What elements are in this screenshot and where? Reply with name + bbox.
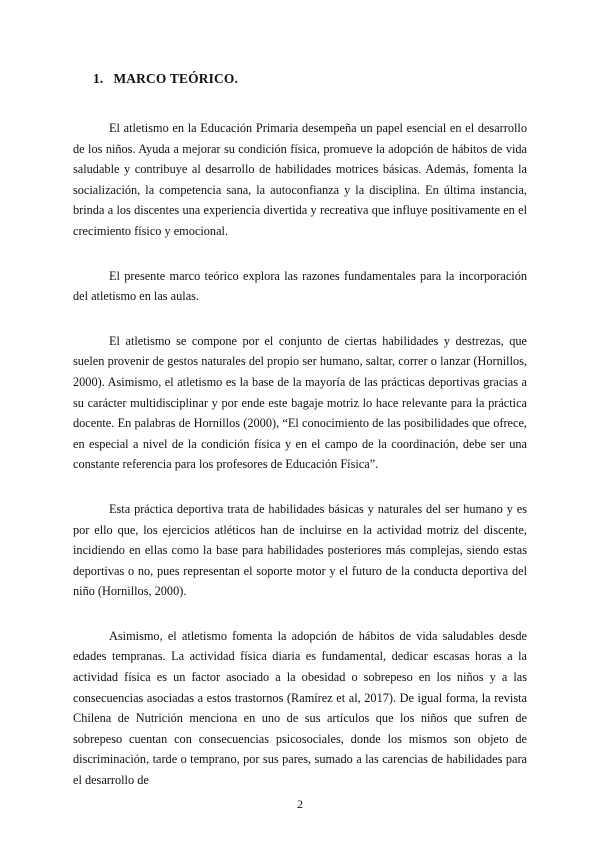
paragraph-healthy-habits: Asimismo, el atletismo fomenta la adopción de hábitos de vida saludables desde edades tempranas. La actividad física diaria es fundamental, dedicar escasas horas a la actividad física es un factor asociado a la obesidad o sobrepeso en los niños y a las consecuencias asociadas a estos trastornos (Ramírez et al, 2017). De igual forma, la revista Chilena de Nutrición menciona en uno de sus artículos que los niños que sufren de sobrepeso cuentan con consecuencias psicosociales, donde los mismos son objeto de discriminación, tarde o temprano, por sus pares, sumado a las carencias de habilidades para el desarrollo de [73, 628, 527, 788]
section-heading [93, 71, 238, 87]
paragraph-intro: El atletismo en la Educación Primaria desempeña un papel esencial en el desarrollo de los niños. Ayuda a mejorar su condición física, promueve la adopción de hábitos de vida saludable y contribuye al desarrollo de habilidades motrices básicas. Además, fomenta la socialización, la competencia sana, la autoconfianza y la disciplina. En última instancia, brinda a los discentes una experiencia divertida y recreativa que influye positivamente en el crecimiento físico y emocional. [73, 121, 527, 238]
section-title: MARCO TEÓRICO. [113, 71, 239, 86]
section-number: 1. [93, 71, 104, 86]
body-text [73, 118, 527, 815]
paragraph-scope: El presente marco teórico explora las razones fundamentales para la incorporación del atletismo en las aulas. [73, 268, 527, 304]
paragraph-basic-skills: Esta práctica deportiva trata de habilidades básicas y naturales del ser humano y es por ello que, los ejercicios atléticos han de incluirse en la actividad motriz del discente, incidiendo en ellas como la base para habilidades posteriores más complejas, siendo estas deportivas o no, pues representan el soporte motor y el futuro de la conducta deportiva del niño (Hornillos, 2000). [73, 501, 527, 599]
page-number: 2 [297, 797, 303, 811]
paragraph-definition: El atletismo se compone por el conjunto de ciertas habilidades y destrezas, que suelen provenir de gestos naturales del propio ser humano, saltar, correr o lanzar (Hornillos, 2000). Asimismo, el atletismo es la base de la mayoría de las prácticas deportivas gracias a su carácter multidisciplinar y por ende este bagaje motriz lo hace relevante para la práctica docente. En palabras de Hornillos (2000), “El conocimiento de las posibilidades que ofrece, en especial a nivel de la condición física y en el campo de la coordinación, debe ser una constante referencia para los profesores de Educación Física”. [73, 333, 527, 472]
